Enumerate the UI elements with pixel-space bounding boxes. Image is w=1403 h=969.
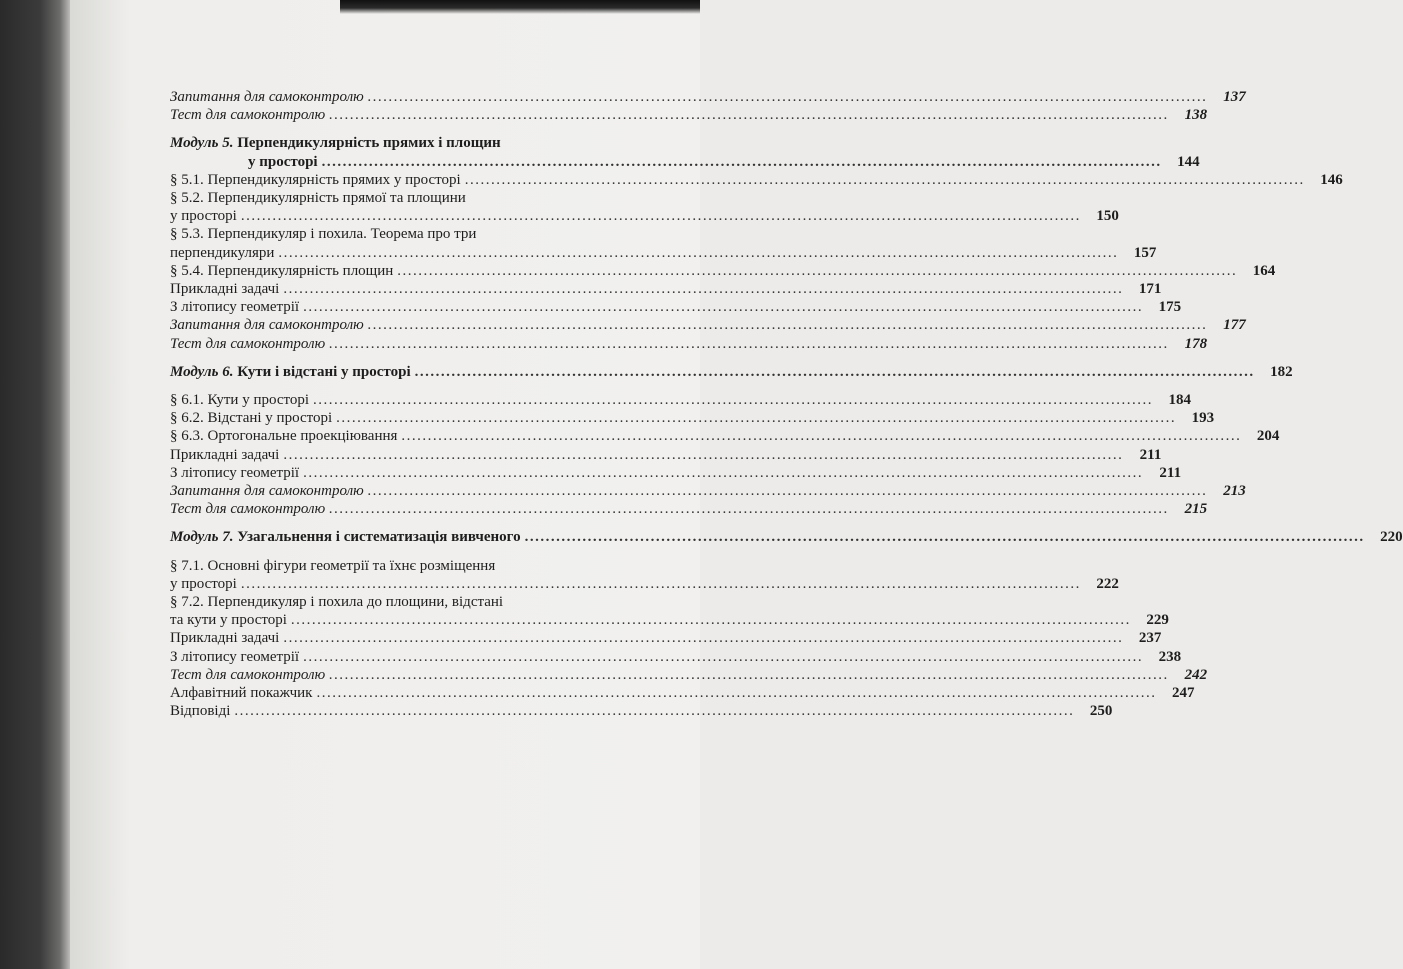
toc-page: 171: [1138, 281, 1162, 298]
toc-entry: [170, 684, 1195, 702]
toc-entry: [170, 575, 1119, 593]
toc-title: § 5.2. Перпендикулярність прямої та площини: [170, 190, 466, 207]
toc-entry: [170, 702, 1113, 720]
toc-page: 178: [1184, 335, 1208, 352]
toc-title: § 7.1. Основні фігури геометрії та їхнє розміщення: [170, 557, 496, 574]
toc-page: 211: [1139, 446, 1162, 463]
toc-page: 146: [1320, 171, 1343, 188]
toc-page: 184: [1168, 392, 1192, 409]
toc-entry: [170, 611, 1169, 629]
leader-dots: ................................................................................................................................................................: [290, 612, 1131, 629]
toc-title: Прикладні задачі: [170, 446, 280, 463]
toc-page: 138: [1184, 107, 1208, 124]
toc-title: Запитання для самоконтролю: [170, 483, 364, 500]
leader-dots: ................................................................................................................................................................: [336, 410, 1177, 427]
leader-dots: ................................................................................................................................................................: [240, 208, 1081, 225]
module-heading: [170, 134, 690, 152]
toc-title: Відповіді: [170, 703, 231, 720]
module-title: Узагальнення і систематизація вивченого: [237, 529, 521, 546]
toc-title: § 6.1. Кути у просторі: [170, 392, 310, 409]
module-number: Модуль 5.: [170, 135, 234, 152]
toc-page: 238: [1158, 648, 1182, 665]
toc-page: 211: [1159, 464, 1182, 481]
toc-entry: [170, 409, 1215, 427]
leader-dots: ................................................................................................................................................................: [464, 171, 1305, 188]
toc-title: Запитання для самоконтролю: [170, 89, 364, 105]
toc-title: Прикладні задачі: [170, 281, 280, 298]
leader-dots: ................................................................................................................................................................: [303, 464, 1144, 481]
toc-title: § 6.3. Ортогональне проекціювання: [170, 428, 398, 445]
table-of-contents: [170, 88, 1403, 721]
toc-title: Алфавітний покажчик: [170, 685, 313, 702]
leader-dots: ................................................................................................................................................................: [524, 529, 1365, 546]
toc-title: Тест для самоконтролю: [170, 501, 326, 518]
toc-entry: [170, 629, 1162, 647]
toc-entry: [170, 280, 1162, 298]
toc-entry: [170, 666, 1208, 684]
toc-title-cont: та кути у просторі: [170, 612, 287, 629]
leader-dots: ................................................................................................................................................................: [234, 703, 1075, 720]
toc-entry: [170, 316, 1246, 334]
leader-dots: ................................................................................................................................................................: [283, 281, 1124, 298]
toc-page: 144: [1177, 153, 1200, 170]
toc-entry: [170, 648, 1182, 666]
toc-title-cont: у просторі: [170, 208, 237, 225]
leader-dots: ................................................................................................................................................................: [329, 335, 1170, 352]
toc-entry: [170, 244, 1157, 262]
leader-dots: ................................................................................................................................................................: [283, 630, 1124, 647]
toc-page: 220: [1380, 529, 1403, 546]
toc-entry: [170, 482, 1246, 500]
toc-title: § 5.3. Перпендикуляр і похила. Теорема про три: [170, 226, 477, 243]
toc-title: § 5.4. Перпендикулярність площин: [170, 262, 394, 279]
leader-dots: ................................................................................................................................................................: [321, 153, 1162, 170]
toc-entry: [170, 207, 1119, 225]
toc-page: 215: [1184, 501, 1208, 518]
module-number: Модуль 7.: [170, 529, 234, 546]
toc-entry: [170, 298, 1182, 316]
toc-title-cont: у просторі: [248, 153, 318, 170]
toc-page: 242: [1184, 666, 1208, 683]
leader-dots: ................................................................................................................................................................: [367, 89, 1208, 105]
toc-entry: [170, 464, 1182, 482]
toc-title: § 7.2. Перпендикуляр і похила до площини, відстані: [170, 594, 504, 611]
toc-page: 247: [1171, 685, 1195, 702]
leader-dots: ................................................................................................................................................................: [316, 685, 1157, 702]
toc-title: Тест для самоконтролю: [170, 107, 326, 124]
toc-entry: [170, 153, 1200, 171]
toc-title: З літопису геометрії: [170, 299, 300, 316]
book-spine-shadow: [0, 0, 70, 969]
toc-title: Запитання для самоконтролю: [170, 317, 364, 334]
leader-dots: ................................................................................................................................................................: [283, 446, 1124, 463]
leader-dots: ................................................................................................................................................................: [329, 501, 1170, 518]
toc-page: 222: [1096, 575, 1119, 592]
toc-page: 229: [1146, 612, 1169, 629]
toc-entry: [170, 88, 1246, 106]
toc-page: 213: [1223, 483, 1246, 500]
module-title: Кути і відстані у просторі: [237, 363, 411, 380]
toc-page: 157: [1133, 244, 1157, 261]
toc-title-cont: у просторі: [170, 575, 237, 592]
toc-title: § 6.2. Відстані у просторі: [170, 410, 333, 427]
toc-title: Тест для самоконтролю: [170, 666, 326, 683]
toc-page: 164: [1252, 262, 1276, 279]
toc-page: 150: [1096, 208, 1119, 225]
toc-title-cont: перпендикуляри: [170, 244, 275, 261]
leader-dots: ................................................................................................................................................................: [329, 666, 1170, 683]
toc-page: 177: [1223, 317, 1246, 334]
toc-page: 175: [1158, 299, 1182, 316]
toc-entry: [170, 427, 1280, 445]
toc-page: 250: [1089, 703, 1113, 720]
module-title: Перпендикулярність прямих і площин: [237, 135, 501, 152]
toc-entry: [170, 446, 1162, 464]
leader-dots: ................................................................................................................................................................: [303, 648, 1144, 665]
toc-page: 137: [1223, 89, 1246, 105]
toc-title: З літопису геометрії: [170, 464, 300, 481]
module-heading: [170, 363, 1293, 381]
toc-entry: [170, 171, 1343, 189]
leader-dots: ................................................................................................................................................................: [240, 575, 1081, 592]
toc-page: 237: [1138, 630, 1162, 647]
toc-title: Тест для самоконтролю: [170, 335, 326, 352]
leader-dots: ................................................................................................................................................................: [278, 244, 1119, 261]
toc-page: 193: [1191, 410, 1215, 427]
leader-dots: ................................................................................................................................................................: [367, 317, 1208, 334]
leader-dots: ................................................................................................................................................................: [367, 483, 1208, 500]
leader-dots: ................................................................................................................................................................: [313, 392, 1154, 409]
module-number: Модуль 6.: [170, 363, 234, 380]
toc-entry: [170, 335, 1208, 353]
leader-dots: ................................................................................................................................................................: [329, 107, 1170, 124]
toc-entry: [170, 106, 1208, 124]
leader-dots: ................................................................................................................................................................: [414, 363, 1255, 380]
toc-page: 204: [1256, 428, 1280, 445]
toc-page: 182: [1270, 363, 1293, 380]
toc-title: § 5.1. Перпендикулярність прямих у просторі: [170, 171, 461, 188]
toc-entry: [170, 262, 1276, 280]
module-heading: [170, 528, 1403, 546]
toc-entry: [170, 500, 1208, 518]
leader-dots: ................................................................................................................................................................: [401, 428, 1242, 445]
leader-dots: ................................................................................................................................................................: [303, 299, 1144, 316]
toc-title: З літопису геометрії: [170, 648, 300, 665]
leader-dots: ................................................................................................................................................................: [397, 262, 1238, 279]
top-edge-shadow: [340, 0, 700, 14]
toc-entry: [170, 391, 1192, 409]
toc-title: Прикладні задачі: [170, 630, 280, 647]
